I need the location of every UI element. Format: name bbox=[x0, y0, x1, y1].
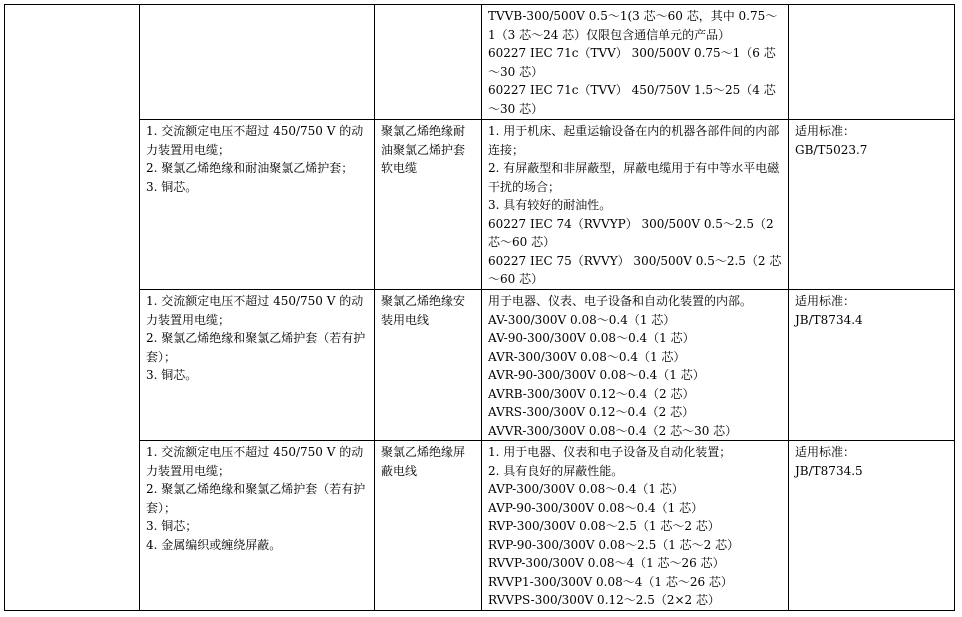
standard-cell bbox=[789, 5, 955, 120]
cell-text-line: AVR-90-300/300V 0.08～0.4（1 芯） bbox=[488, 368, 705, 382]
cell-text-line: RVVP1-300/300V 0.08～4（1 芯～26 芯） bbox=[488, 574, 733, 589]
cable-spec-table bbox=[4, 4, 955, 611]
cell-text-line: 用于电器、仪表、电子设备和自动化装置的内部。 bbox=[488, 294, 753, 308]
cell-text-line: 3. 铜芯。 bbox=[146, 368, 198, 382]
cell-text-line: RVP-300/300V 0.08～2.5（1 芯～2 芯） bbox=[488, 519, 720, 533]
usage-cell bbox=[482, 290, 789, 441]
cell-text-line: 2. 聚氯乙烯绝缘和聚氯乙烯护套（若有护套）； bbox=[146, 482, 366, 515]
standard-cell bbox=[789, 290, 955, 441]
cell-text-line: 60227 IEC 71c（TVV） 300/500V 0.75～1（6 芯～30 芯） bbox=[488, 46, 776, 79]
cell-text-line: JB/T8734.4 bbox=[795, 312, 863, 327]
cell-text-line: AV-90-300/300V 0.08～0.4（1 芯） bbox=[488, 331, 695, 345]
features-cell bbox=[140, 5, 375, 120]
cell-text-line: GB/T5023.7 bbox=[795, 142, 868, 157]
cell-text-line: 2. 有屏蔽型和非屏蔽型，屏蔽电缆用于有中等水平电磁干扰的场合； bbox=[488, 161, 780, 194]
cell-text-line: RVVPS-300/300V 0.12～2.5（2×2 芯） bbox=[488, 593, 721, 607]
table-row bbox=[5, 290, 955, 441]
cell-text-line: 1. 交流额定电压不超过 450/750 V 的动力装置用电缆； bbox=[146, 445, 364, 478]
cell-text-line: 1. 用于机床、起重运输设备在内的机器各部件间的内部连接； bbox=[488, 124, 780, 157]
cell-text-line: 60227 IEC 75（RVVY） 300/500V 0.5～2.5（2 芯～60 芯） bbox=[488, 253, 782, 286]
cell-text-line: 2. 聚氯乙烯绝缘和聚氯乙烯护套（若有护套）； bbox=[146, 331, 366, 364]
cell-text-line: AVRB-300/300V 0.12～0.4（2 芯） bbox=[488, 386, 695, 401]
cell-text-line: 3. 铜芯； bbox=[146, 519, 198, 533]
cell-text-line: 2. 聚氯乙烯绝缘和耐油聚氯乙烯护套； bbox=[146, 161, 354, 175]
cell-text-line: 60227 IEC 74（RVVYP） 300/500V 0.5～2.5（2 芯～60 芯） bbox=[488, 216, 774, 249]
cell-text-line: AVP-300/300V 0.08～0.4（1 芯） bbox=[488, 482, 684, 496]
product-name-cell bbox=[375, 5, 482, 120]
usage-cell bbox=[482, 120, 789, 290]
features-cell bbox=[140, 120, 375, 290]
product-name-cell bbox=[375, 120, 482, 290]
cell-text-line: RVVP-300/300V 0.08～4（1 芯～26 芯） bbox=[488, 556, 725, 570]
usage-cell bbox=[482, 441, 789, 611]
cell-text-line: 60227 IEC 71c（TVV） 450/750V 1.5～25（4 芯～30 芯） bbox=[488, 83, 776, 116]
cell-text-line: 1. 交流额定电压不超过 450/750 V 的动力装置用电缆； bbox=[146, 294, 364, 327]
cell-text-line: 聚氯乙烯绝缘屏蔽电线 bbox=[381, 445, 466, 478]
cell-text-line: RVP-90-300/300V 0.08～2.5（1 芯～2 芯） bbox=[488, 537, 740, 552]
cell-text-line: AVVR-300/300V 0.08～0.4（2 芯～30 芯） bbox=[488, 423, 738, 438]
cell-text-line: AVP-90-300/300V 0.08～0.4（1 芯） bbox=[488, 500, 704, 515]
table-row bbox=[5, 120, 955, 290]
cell-text-line: AVR-300/300V 0.08～0.4（1 芯） bbox=[488, 349, 686, 364]
table-row bbox=[5, 5, 955, 120]
cell-text-line: 4. 金属编织或缠绕屏蔽。 bbox=[146, 537, 282, 552]
features-cell bbox=[140, 441, 375, 611]
cell-text-line: AVRS-300/300V 0.12～0.4（2 芯） bbox=[488, 405, 695, 419]
cell-text-line: 3. 铜芯。 bbox=[146, 179, 198, 194]
product-name-cell bbox=[375, 441, 482, 611]
cell-text-line: AV-300/300V 0.08～0.4（1 芯） bbox=[488, 312, 676, 327]
product-name-cell bbox=[375, 290, 482, 441]
features-cell bbox=[140, 290, 375, 441]
standard-cell bbox=[789, 441, 955, 611]
cell-text-line: 适用标准： bbox=[795, 124, 856, 138]
standard-cell bbox=[789, 120, 955, 290]
cell-text-line: 1. 用于电器、仪表和电子设备及自动化装置； bbox=[488, 445, 732, 459]
cell-text-line: 聚氯乙烯绝缘安装用电线 bbox=[381, 294, 466, 327]
category-cell bbox=[5, 5, 140, 611]
cell-text-line: 1. 交流额定电压不超过 450/750 V 的动力装置用电缆； bbox=[146, 124, 364, 157]
usage-cell bbox=[482, 5, 789, 120]
cell-text-line: 聚氯乙烯绝缘耐油聚氯乙烯护套软电缆 bbox=[381, 124, 466, 175]
cell-text-line: TVVB-300/500V 0.5～1(3 芯～60 芯，其中 0.75～1（3 芯～24 芯）仅限包含通信单元的产品） bbox=[488, 9, 778, 42]
cell-text-line: 适用标准： bbox=[795, 445, 856, 459]
cell-text-line: 适用标准： bbox=[795, 294, 856, 308]
table-row bbox=[5, 441, 955, 611]
cell-text-line: 2. 具有良好的屏蔽性能。 bbox=[488, 463, 624, 478]
cell-text-line: 3. 具有较好的耐油性。 bbox=[488, 198, 612, 212]
cell-text-line: JB/T8734.5 bbox=[795, 463, 863, 478]
